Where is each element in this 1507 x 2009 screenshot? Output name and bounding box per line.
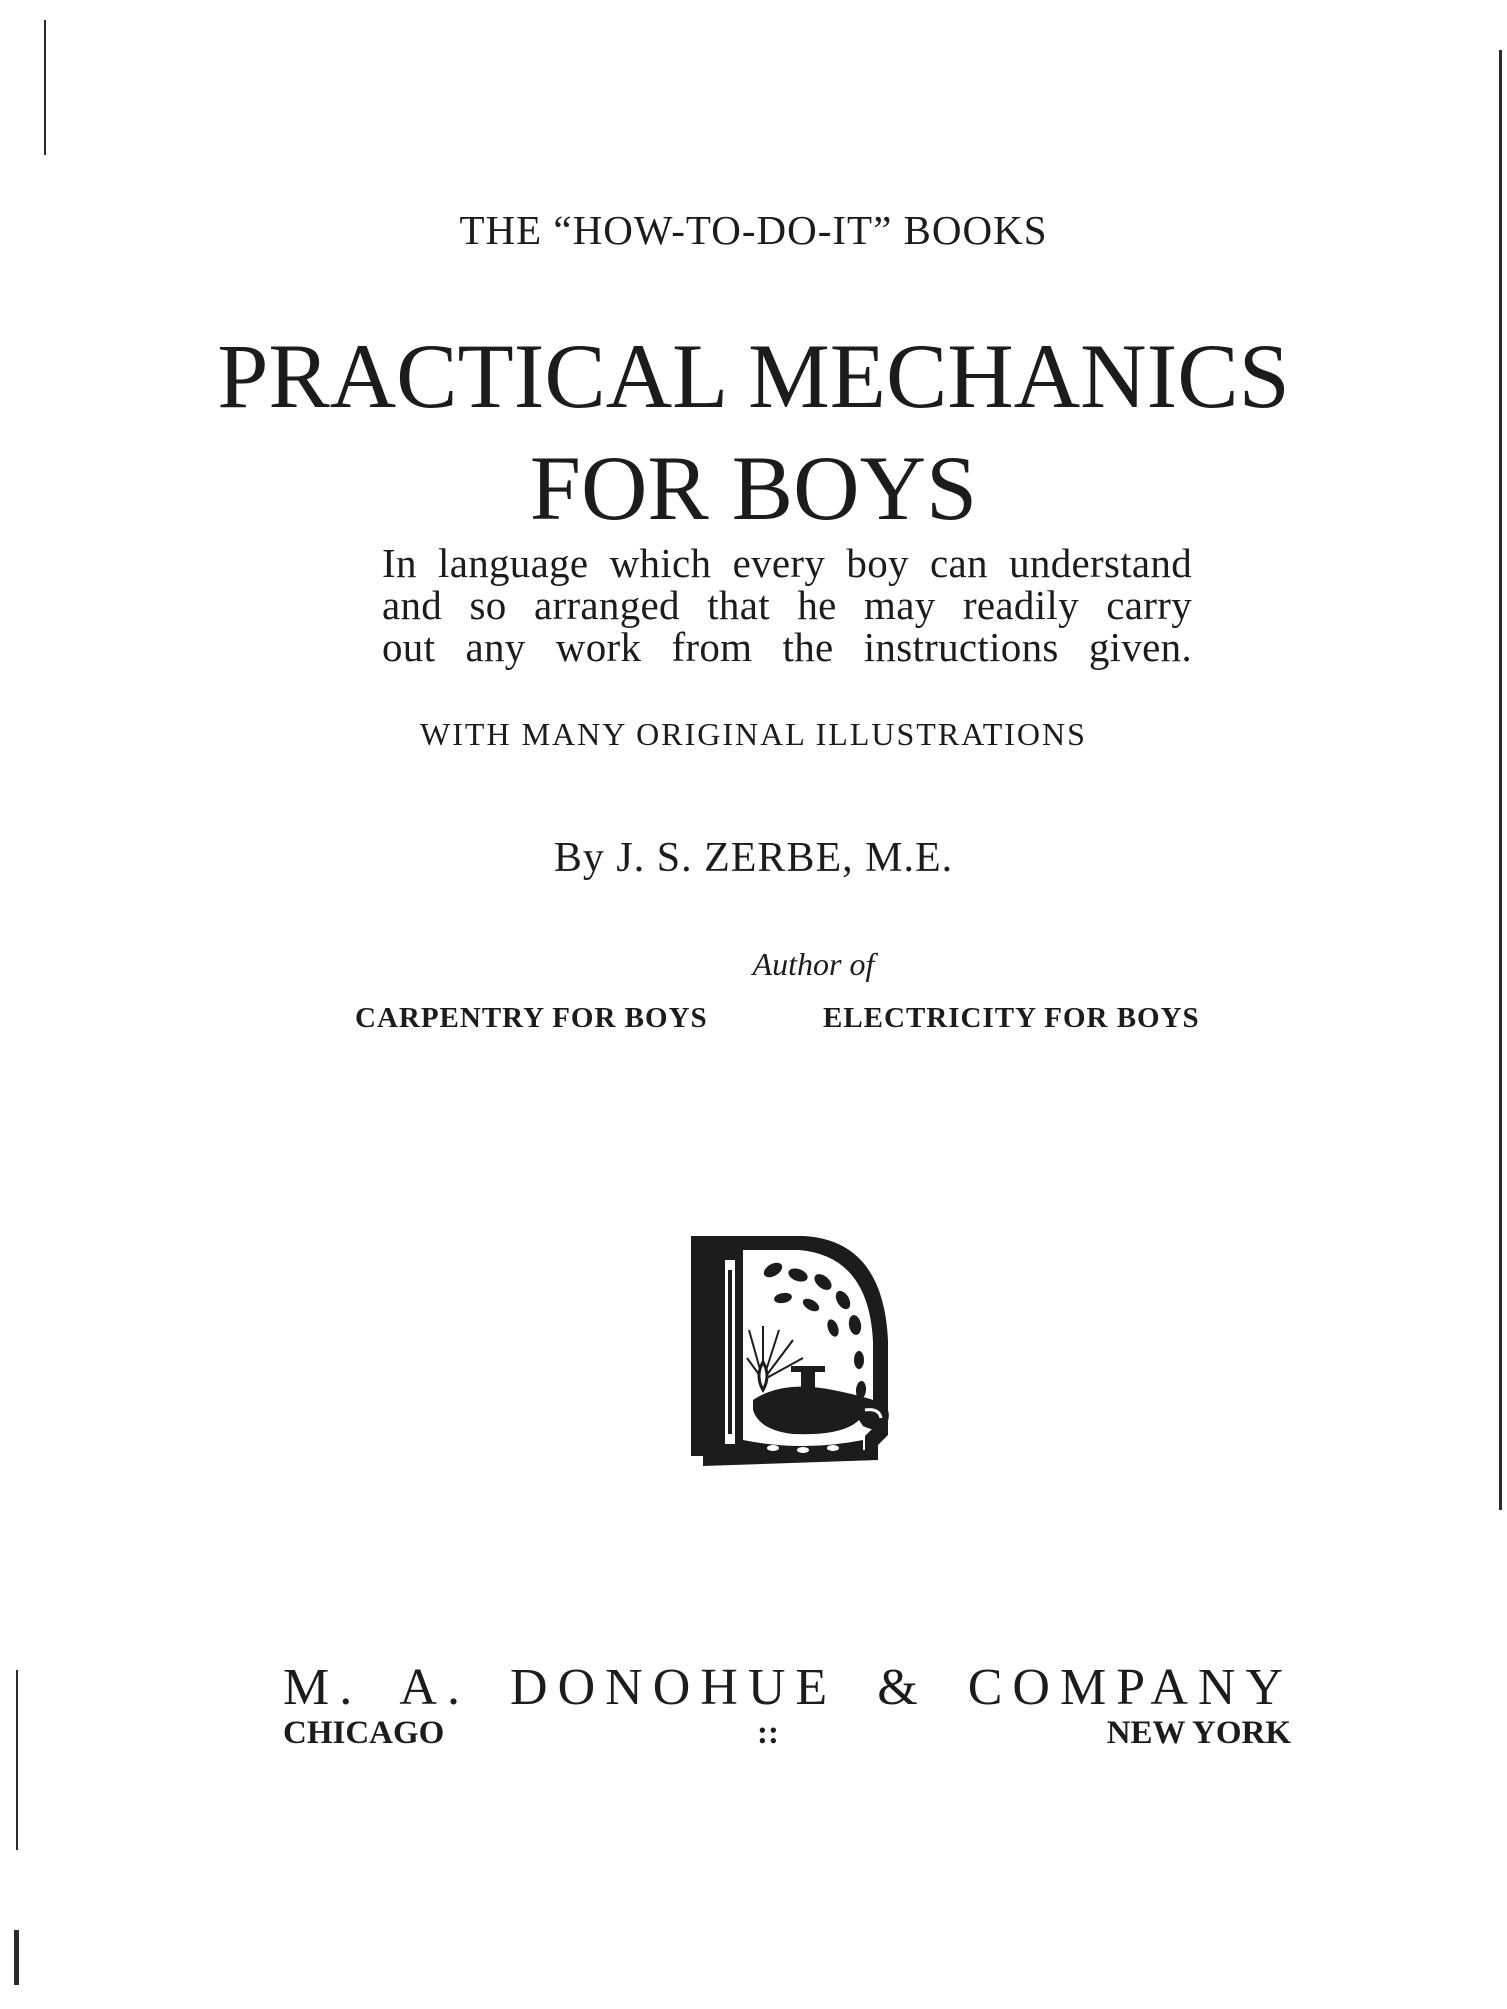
description-line-2: and so arranged that he may readily carry — [382, 582, 1192, 628]
city-new-york: NEW YORK — [1106, 1715, 1291, 1751]
city-chicago: CHICAGO — [283, 1715, 445, 1751]
city-separator: :: — [757, 1715, 779, 1751]
book-title-line-1: PRACTICAL MECHANICS — [217, 325, 1290, 427]
scan-edge-right — [1499, 50, 1502, 1510]
author-of-label: Author of — [752, 946, 875, 982]
series-title: THE “HOW-TO-DO-IT” BOOKS — [459, 207, 1048, 253]
illustrations-note: WITH MANY ORIGINAL ILLUSTRATIONS — [420, 716, 1087, 752]
scan-edge-left-lower — [16, 1670, 18, 1850]
description — [382, 542, 1192, 668]
book-title-line-2: FOR BOYS — [529, 437, 978, 539]
author-line: By J. S. ZERBE, M.E. — [553, 835, 954, 881]
publisher-name: M. A. DONOHUE & COMPANY — [283, 1659, 1293, 1716]
book-title — [0, 320, 1507, 544]
scan-edge-left-bottom — [14, 1930, 19, 1985]
other-book-electricity: ELECTRICITY FOR BOYS — [823, 1002, 1200, 1034]
description-line-3: out any work from the instructions given. — [382, 624, 1192, 670]
description-line-1: In language which every boy can understand — [382, 540, 1192, 586]
other-book-carpentry: CARPENTRY FOR BOYS — [355, 1002, 708, 1034]
lamp-monogram-icon — [683, 1230, 909, 1475]
publisher-cities — [283, 1715, 1291, 1755]
scan-edge-left — [44, 20, 46, 155]
